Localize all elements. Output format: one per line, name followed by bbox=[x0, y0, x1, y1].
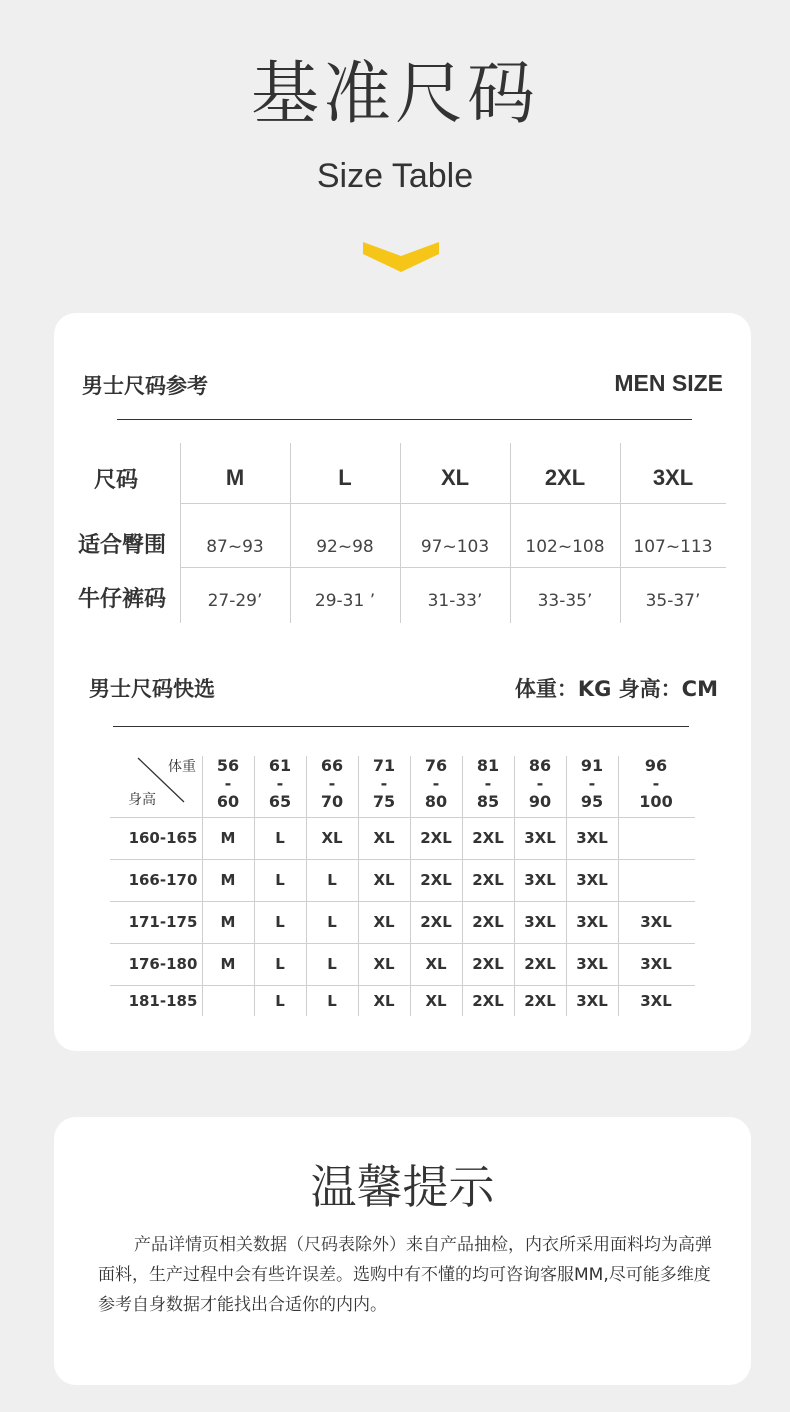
size-value: 31-33’ bbox=[427, 591, 483, 611]
size-recommendation: L bbox=[327, 955, 337, 973]
size-header: L bbox=[338, 465, 352, 490]
size-header: 3XL bbox=[652, 465, 694, 490]
size-recommendation: 2XL bbox=[472, 913, 504, 931]
weight-range-header bbox=[522, 757, 558, 811]
tips-text: 产品详情页相关数据（尺码表除外）来自产品抽检，内衣所采用面料均为高弹面料，生产过程中会有些许误差。选购中有不懂的均可咨询客服MM,尽可能多维度参考自身数据才能找出合适你的内内。 bbox=[98, 1235, 712, 1315]
size-recommendation: L bbox=[275, 991, 285, 1010]
height-axis-label: 身高 bbox=[128, 792, 156, 808]
weight-range-from: 81 bbox=[476, 756, 500, 775]
weight-range-to: 80 bbox=[424, 792, 448, 811]
weight-range-from: 76 bbox=[424, 756, 448, 775]
size-recommendation: 2XL bbox=[524, 955, 556, 973]
weight-range-dash: - bbox=[484, 774, 492, 793]
size-recommendation: XL bbox=[425, 991, 447, 1010]
weight-range-dash: - bbox=[380, 774, 388, 793]
size-value: 87~93 bbox=[206, 537, 264, 557]
size-recommendation: 2XL bbox=[472, 871, 504, 889]
page-title: 基准尺码 bbox=[250, 55, 539, 134]
weight-range-header bbox=[210, 757, 246, 811]
weight-range-from: 66 bbox=[320, 756, 344, 775]
tips-title: 温馨提示 bbox=[310, 1160, 495, 1214]
size-recommendation: L bbox=[275, 829, 285, 847]
size-recommendation: M bbox=[220, 913, 236, 931]
size-recommendation: 2XL bbox=[472, 991, 504, 1010]
size-recommendation: 2XL bbox=[420, 913, 452, 931]
weight-range-dash: - bbox=[652, 774, 660, 793]
weight-range-to: 70 bbox=[320, 792, 344, 811]
size-value: 92~98 bbox=[316, 537, 374, 557]
table-divider bbox=[180, 503, 726, 504]
size-value: 29-31 ’ bbox=[314, 591, 376, 611]
weight-range-to: 90 bbox=[528, 792, 552, 811]
size-recommendation: 3XL bbox=[640, 991, 672, 1010]
divider bbox=[113, 726, 689, 727]
weight-range-header bbox=[418, 757, 454, 811]
size-recommendation: L bbox=[327, 871, 337, 889]
weight-range-header bbox=[262, 757, 298, 811]
size-recommendation: 3XL bbox=[640, 913, 672, 931]
chevron-down-icon bbox=[363, 242, 439, 272]
weight-range-from: 61 bbox=[268, 756, 292, 775]
size-recommendation: L bbox=[327, 991, 337, 1010]
size-recommendation: L bbox=[275, 871, 285, 889]
weight-range-dash: - bbox=[588, 774, 596, 793]
size-recommendation: M bbox=[220, 955, 236, 973]
size-recommendation: 3XL bbox=[524, 871, 556, 889]
quick-select-title: 男士尺码快选 bbox=[89, 677, 215, 701]
size-recommendation: 2XL bbox=[472, 955, 504, 973]
divider bbox=[117, 419, 692, 420]
height-range-label: 171-175 bbox=[128, 913, 198, 931]
height-range-label: 181-185 bbox=[128, 991, 198, 1010]
weight-range-header bbox=[314, 757, 350, 811]
row-label: 牛仔裤码 bbox=[78, 586, 167, 612]
size-recommendation: 3XL bbox=[524, 913, 556, 931]
height-range-label: 166-170 bbox=[128, 871, 198, 889]
row-label: 适合臀围 bbox=[78, 532, 167, 558]
weight-range-from: 86 bbox=[528, 756, 552, 775]
weight-range-from: 71 bbox=[372, 756, 396, 775]
size-header: XL bbox=[440, 465, 470, 490]
size-header: M bbox=[225, 465, 245, 490]
size-recommendation: M bbox=[220, 829, 236, 847]
weight-axis-label: 体重 bbox=[168, 759, 196, 775]
size-value: 33-35’ bbox=[537, 591, 593, 611]
size-reference-title: 男士尺码参考 bbox=[82, 374, 208, 398]
size-value: 35-37’ bbox=[645, 591, 701, 611]
size-recommendation: 2XL bbox=[420, 871, 452, 889]
weight-range-to: 95 bbox=[580, 792, 604, 811]
weight-range-dash: - bbox=[224, 774, 232, 793]
size-recommendation: M bbox=[220, 871, 236, 889]
units-label: 体重：KG 身高：CM bbox=[514, 677, 718, 701]
weight-range-from: 96 bbox=[644, 756, 668, 775]
size-value: 97~103 bbox=[420, 537, 490, 557]
size-column-header: 尺码 bbox=[94, 467, 139, 493]
size-recommendation: XL bbox=[425, 955, 447, 973]
page-subtitle: Size Table bbox=[316, 157, 474, 195]
size-recommendation: XL bbox=[321, 829, 343, 847]
weight-range-dash: - bbox=[432, 774, 440, 793]
weight-range-header bbox=[470, 757, 506, 811]
weight-range-to: 65 bbox=[268, 792, 292, 811]
weight-range-header bbox=[638, 757, 674, 811]
men-size-label: MEN SIZE bbox=[614, 370, 723, 396]
size-recommendation: L bbox=[275, 913, 285, 931]
size-recommendation: 2XL bbox=[420, 829, 452, 847]
weight-range-header bbox=[574, 757, 610, 811]
size-recommendation: 2XL bbox=[524, 991, 556, 1010]
size-recommendation: XL bbox=[373, 955, 395, 973]
table-divider bbox=[180, 567, 726, 568]
size-recommendation: 3XL bbox=[576, 955, 608, 973]
weight-range-header bbox=[366, 757, 402, 811]
height-range-label: 160-165 bbox=[128, 829, 198, 847]
size-recommendation: 3XL bbox=[576, 913, 608, 931]
weight-range-from: 56 bbox=[216, 756, 240, 775]
size-recommendation: 3XL bbox=[576, 991, 608, 1010]
size-recommendation: 3XL bbox=[576, 871, 608, 889]
size-recommendation: 3XL bbox=[576, 829, 608, 847]
size-recommendation: XL bbox=[373, 829, 395, 847]
size-recommendation: L bbox=[327, 913, 337, 931]
size-recommendation bbox=[618, 859, 694, 901]
weight-range-to: 85 bbox=[476, 792, 500, 811]
weight-range-dash: - bbox=[276, 774, 284, 793]
size-recommendation: XL bbox=[373, 913, 395, 931]
size-recommendation: XL bbox=[373, 991, 395, 1010]
size-recommendation bbox=[202, 985, 254, 1016]
weight-range-to: 60 bbox=[216, 792, 240, 811]
weight-range-to: 75 bbox=[372, 792, 396, 811]
weight-range-dash: - bbox=[328, 774, 336, 793]
size-recommendation: L bbox=[275, 955, 285, 973]
size-recommendation bbox=[618, 817, 694, 859]
weight-range-dash: - bbox=[536, 774, 544, 793]
size-table-card bbox=[54, 313, 751, 1051]
size-recommendation: 2XL bbox=[472, 829, 504, 847]
size-value: 102~108 bbox=[525, 537, 605, 557]
weight-range-from: 91 bbox=[580, 756, 604, 775]
size-recommendation: XL bbox=[373, 871, 395, 889]
tips-card bbox=[54, 1117, 751, 1385]
size-recommendation: 3XL bbox=[524, 829, 556, 847]
height-range-label: 176-180 bbox=[128, 955, 198, 973]
size-value: 27-29’ bbox=[207, 591, 263, 611]
size-recommendation: 3XL bbox=[640, 955, 672, 973]
size-header: 2XL bbox=[544, 465, 586, 490]
size-value: 107~113 bbox=[633, 537, 713, 557]
weight-range-to: 100 bbox=[639, 792, 673, 811]
